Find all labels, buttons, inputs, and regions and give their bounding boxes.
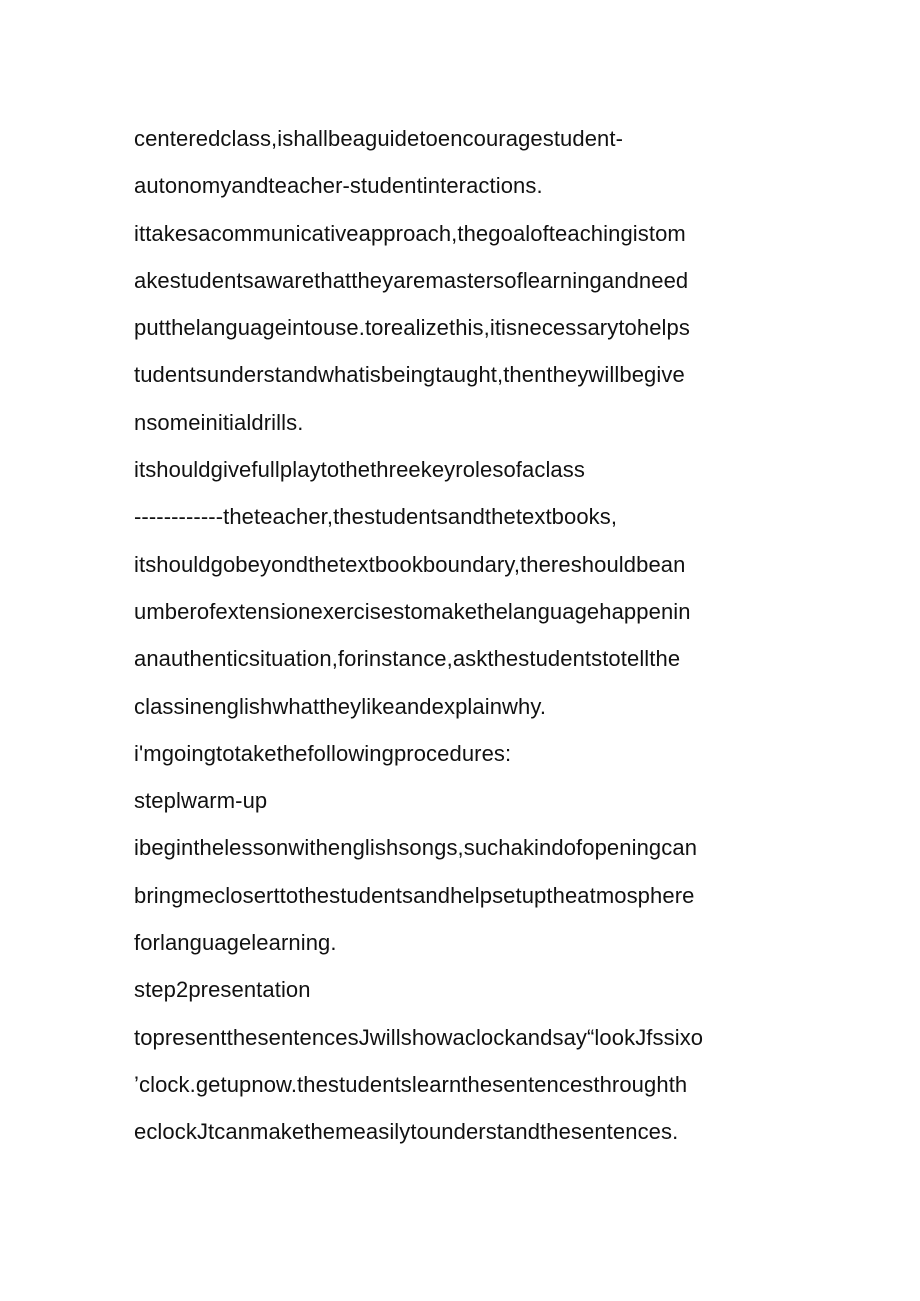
section-heading: steplwarm-up — [134, 788, 268, 814]
text-line: akestudentsawarethattheyaremastersoflearningandneed — [134, 267, 689, 293]
text-line: ------------theteacher,thestudentsandthetextbooks, — [134, 504, 618, 530]
text-line: eclockJtcanmakethemeasilytounderstandthesentences. — [134, 1119, 679, 1145]
text-line: autonomyandteacher-studentinteractions. — [134, 173, 543, 199]
section-heading: step2presentation — [134, 977, 311, 1003]
text-line: ittakesacommunicativeapproach,thegoalofteachingistom — [134, 220, 686, 246]
text-line: nsomeinitialdrills. — [134, 409, 304, 435]
text-line: umberofextensionexercisestomakethelanguagehappenin — [134, 598, 691, 624]
text-line: centeredclass,ishallbeaguidetoencouragestudent- — [134, 126, 624, 151]
text-line: i'mgoingtotakethefollowingprocedures: — [134, 740, 512, 766]
text-line: tudentsunderstandwhatisbeingtaught,thentheywillbegive — [134, 362, 685, 388]
text-line: anauthenticsituation,forinstance,askthestudentstotellthe — [134, 646, 681, 672]
text-line: forlanguagelearning. — [134, 930, 337, 956]
text-line: classinenglishwhattheylikeandexplainwhy. — [134, 693, 547, 719]
text-line: bringmecloserttothestudentsandhelpsetuptheatmosphere — [134, 882, 695, 908]
text-line: ibeginthelessonwithenglishsongs,suchakindofopeningcan — [134, 835, 698, 861]
text-line: topresentthesentencesJwillshowaclockandsay“lookJfssixo — [134, 1024, 704, 1050]
text-line: itshouldgivefullplaytothethreekeyrolesofaclass — [134, 457, 585, 483]
text-line: putthelanguageintouse.torealizethis,itisnecessarytohelps — [134, 315, 690, 341]
text-line: itshouldgobeyondthetextbookboundary,thereshouldbean — [134, 551, 686, 577]
text-line: ’clock.getupnow.thestudentslearnthesentencesthroughth — [134, 1071, 688, 1097]
body-text — [134, 115, 794, 1156]
